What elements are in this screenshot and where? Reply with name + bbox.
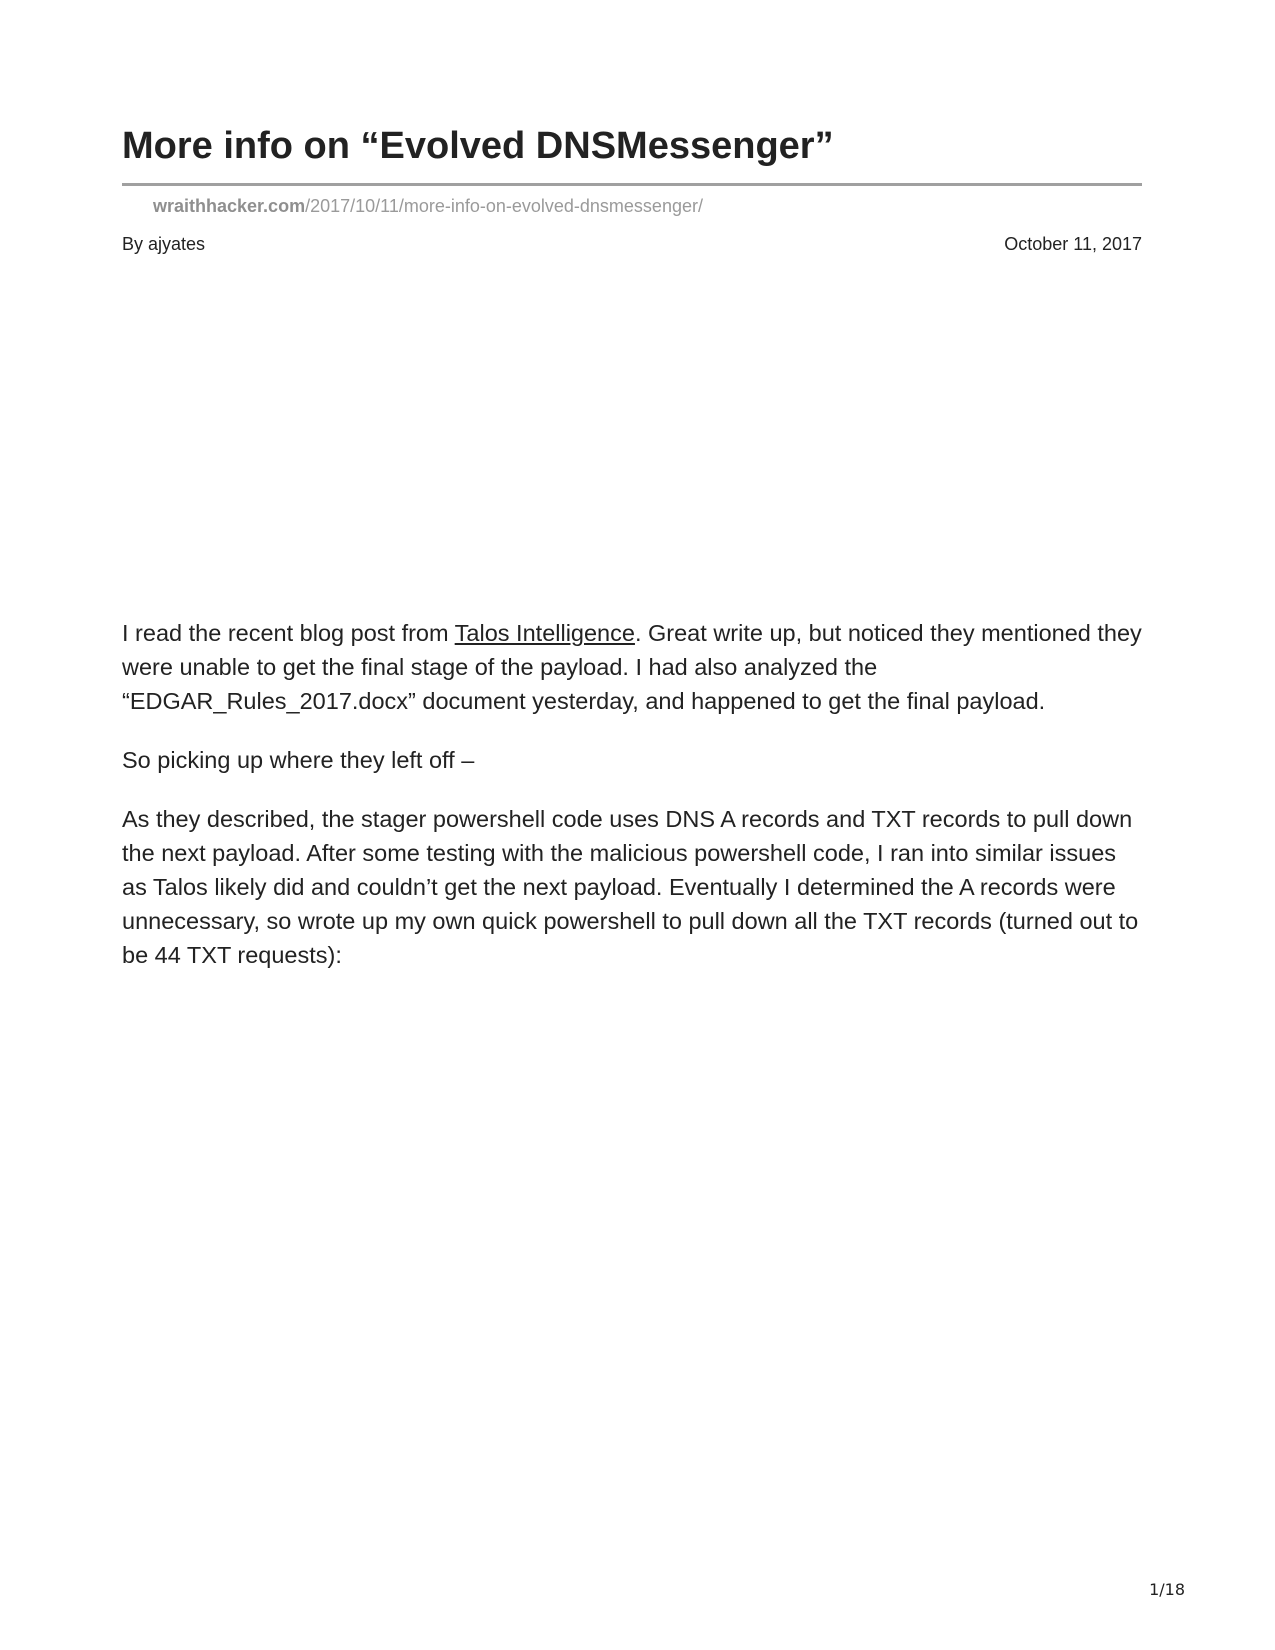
source-url[interactable]	[153, 196, 703, 217]
title-divider	[122, 183, 1142, 186]
author: By ajyates	[122, 234, 206, 254]
source-url-domain: wraithhacker.com	[153, 196, 306, 216]
paragraph-intro	[122, 616, 1147, 718]
talos-intelligence-link[interactable]: Talos Intelligence	[454, 620, 635, 646]
post-date: October 11, 2017	[1004, 234, 1142, 254]
paragraph-continue: So picking up where they left off –	[122, 747, 475, 773]
page-number: 1/18	[1149, 1580, 1185, 1599]
paragraph-intro-end: . Great write up, but noticed they mentioned they were unable to get the final stage of the payload. I had also analyzed the “EDGAR_Rules_2017.docx” document yesterday, and happened to get the final payload.	[122, 620, 1142, 714]
article-body	[122, 616, 1147, 997]
paragraph-description: As they described, the stager powershell code uses DNS A records and TXT records to pull down the next payload. After some testing with the malicious powershell code, I ran into similar issues as Talos likely did and couldn’t get the next payload. Eventually I determined the A records were unnecessary, so wrote up my own quick powershell to pull down all the TXT records (turned out to be 44 TXT requests):	[122, 806, 1139, 968]
page-title: More info on “Evolved DNSMessenger”	[122, 125, 834, 167]
source-url-path: /2017/10/11/more-info-on-evolved-dnsmessenger/	[305, 196, 703, 216]
paragraph-intro-start: I read the recent blog post from	[122, 620, 455, 646]
